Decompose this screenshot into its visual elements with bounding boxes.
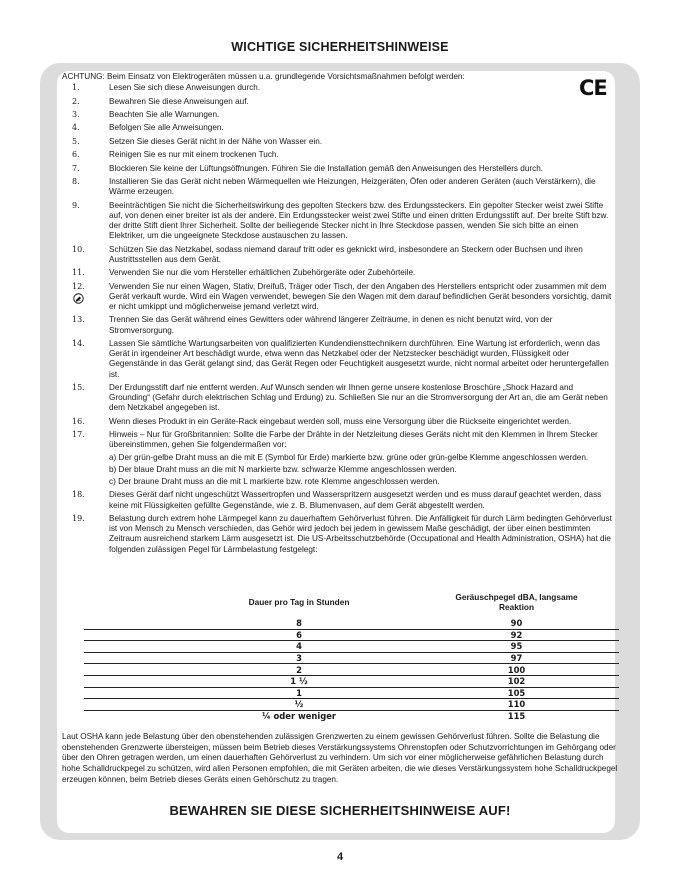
safety-content bbox=[62, 72, 618, 558]
table-row: 1 ½ 102 bbox=[84, 675, 619, 687]
list-item: 13. Trennen Sie das Gerät während eines Gewitters oder während längerer Zeiträume, in denen es nicht benutzt wird, von der Stromversorgung. bbox=[72, 315, 553, 335]
table-header-row bbox=[84, 592, 619, 618]
cart-tipover-warning-icon bbox=[73, 293, 84, 304]
page-number: 4 bbox=[336, 851, 344, 863]
sub-item: a) Der grün-gelbe Draht muss an die mit E (Symbol für Erde) markierte bzw. grüne oder grün-gelbe Klemme angeschlossen werden. bbox=[109, 452, 589, 462]
list-item: 3. Beachten Sie alle Warnungen. bbox=[72, 109, 220, 119]
list-item: 19. Belastung durch extrem hohe Lärmpegel kann zu dauerhaftem Gehörverlust führen. Die Anfälligkeit für durch Lärm bedingten Gehörverlust ist von Mensch zu Mensch verschieden, das Gehör wird jedoch bei jedem in gewissem Maße geschädigt, der über einen bestimmten Zeitraum ausreichend starkem Lärm ausgesetzt ist. Die US-Arbeitsschutzbehörde (Occupational and Health Administration, OSHA) hat die folgenden zulässigen Pegel für Lärmbelastung festgelegt: bbox=[72, 513, 612, 554]
column-header-duration: Dauer pro Tag in Stunden bbox=[248, 597, 350, 607]
warning-text: ACHTUNG: Beim Einsatz von Elektrogeräten müssen u.a. grundlegende Vorsichtsmaßnahmen befolgt werden: bbox=[62, 72, 465, 81]
table-row: ¼ oder weniger 115 bbox=[261, 711, 526, 722]
list-item: 15. Der Erdungsstift darf nie entfernt werden. Auf Wunsch senden wir Ihnen gerne unsere kostenlose Broschüre „Shock Hazard and Grounding“ (Gefahr durch elektrischen Schlag und Erdung) zu. Schließen Sie nur an die Stromversorgung der Art an, die am Gerät neben dem Netzkabel angegeben ist. bbox=[72, 382, 608, 413]
list-item: 11. Verwenden Sie nur die vom Hersteller erhältlichen Zubehörgeräte oder Zubehörteile. bbox=[72, 268, 416, 278]
table-row: 6 92 bbox=[84, 629, 619, 641]
list-item: 6. Reinigen Sie es nur mit einem trockenen Tuch. bbox=[72, 150, 279, 160]
table-row: 1 105 bbox=[84, 687, 619, 699]
list-item: 8. Installieren Sie das Gerät nicht neben Wärmequellen wie Heizungen, Heizgeräten, Öfen oder anderen Geräten (auch Verstärkern), die Wärme erzeugen. bbox=[72, 176, 596, 197]
list-item: 1. Lesen Sie sich diese Anweisungen durch. bbox=[72, 83, 261, 93]
footer-title: BEWAHREN SIE DIESE SICHERHEITSHINWEISE AUF! bbox=[169, 803, 511, 818]
page-title: WICHTIGE SICHERHEITSHINWEISE bbox=[231, 40, 449, 54]
ce-mark-icon: CE bbox=[579, 76, 607, 100]
osha-closing-paragraph: Laut OSHA kann jede Belastung über den obenstehenden zulässigen Grenzwerten zu einem gewissen Gehörverlust führen. Sollte die Belastung die obenstehenden Grenzwerte übersteigen, müssen beim Betrieb dieses Verstärkungssystems Ohrenstopfen oder Schutzvorrichtungen im Gehörgang oder über den Ohren getragen werden, um einen dauerhaften Gehörverlust zu verhindern. Um sich vor einer möglicherweise gefährlichen Belastung durch hohe Schalldruckpegel zu schützen, wird allen Personen empfohlen, die mit Geräten arbeiten, die wie dieses Verstärkungssystem hohe Schalldruckpegel erzeugen können, beim Betrieb dieses Geräts einen Gehörschutz zu tragen. bbox=[62, 732, 618, 784]
list-item: 17. Hinweis – Nur für Großbritannien: Sollte die Farbe der Drähte in der Netzleitung dieses Geräts nicht mit den Klemmen in Ihrem Stecker übereinstimmen, gehen Sie folgendermaßen vor: a) Der grün-gelbe Draht muss an die mit E (Symbol für Erde) markierte bzw. grüne oder grün-gelbe Klemme angeschlossen werden. b) Der blaue Draht muss an die mit N markierte bzw. schwarze Klemme angeschlossen werden. c) Der braune Draht muss an die mit L markierte bzw. rote Klemme angeschlossen werden. bbox=[62, 430, 618, 487]
table-row: ½ 110 bbox=[84, 699, 619, 711]
list-item: 5. Setzen Sie dieses Gerät nicht in der Nähe von Wasser ein. bbox=[72, 136, 323, 146]
table-row: 4 95 bbox=[84, 641, 619, 653]
table-row: 2 100 bbox=[84, 664, 619, 676]
list-item: 12. Verwenden Sie nur einen Wagen, Stativ, Dreifuß, Träger oder Tisch, der den Angaben des Herstellers entspricht oder zusammen mit dem Gerät verkauft wurde. Wird ein Wagen verwendet, bewegen Sie den Wagen mit dem darauf befindlichen Gerät besonders vorsichtig, damit er nicht umkippt und möglicherweise jemand verletzt wird. bbox=[72, 281, 612, 311]
list-item: 14. Lassen Sie sämtliche Wartungsarbeiten von qualifizierten Kundendiensttechnikern durchführen. Eine Wartung ist erforderlich, wenn das Gerät in irgendeiner Art beschädigt wurde, etwa wenn das Netzkabel oder der Netzstecker beschädigt wurden, Flüssigkeit oder Gegenstände in das Gerät gelangt sind, das Gerät Regen oder Feuchtigkeit ausgesetzt wurde, nicht normal arbeitet oder heruntergefallen ist. bbox=[72, 338, 609, 379]
list-item: 10. Schützen Sie das Netzkabel, sodass niemand darauf tritt oder es geknickt wird, insbesondere an Steckern oder Buchsen und ihren Austrittsstellen aus dem Gerät. bbox=[72, 244, 583, 264]
list-item: 16. Wenn dieses Produkt in ein Geräte-Rack eingebaut werden soll, muss eine Versorgung über die Rückseite eingerichtet werden. bbox=[72, 416, 572, 426]
list-item: 9. Beeinträchtigen Sie nicht die Sicherheitswirkung des gepolten Steckers bzw. des Erdungssteckers. Ein gepolter Stecker weist zwei Stifte auf, von denen einer breiter ist als der andere. Ein Erdungsstecker weist zwei Stifte und einen dritten Erdungsstift auf. Der breite Stift bzw. der dritte Stift dient Ihrer Sicherheit. Sollte der beiliegende Stecker nicht in Ihre Steckdose passen, wenden Sie sich bitte an einen Elektriker, um die ungeeignete Steckdose austauschen zu lassen. bbox=[72, 200, 609, 241]
list-item: 18. Dieses Gerät darf nicht ungeschützt Wassertropfen und Wasserspritzern ausgesetzt werden und es muss darauf geachtet werden, dass keine mit Flüssigkeiten gefüllte Gegenstände, wie z. B. Blumenvasen, auf dem Gerät abgestellt werden. bbox=[72, 490, 602, 510]
table-row: 8 90 bbox=[84, 618, 619, 629]
list-item: 7. Blockieren Sie keine der Lüftungsöffnungen. Führen Sie die Installation gemäß den Anweisungen des Herstellers durch. bbox=[72, 163, 544, 173]
list-item: 4. Befolgen Sie alle Anweisungen. bbox=[72, 123, 224, 133]
instruction-list bbox=[62, 83, 618, 555]
list-item: 2. Bewahren Sie diese Anweisungen auf. bbox=[72, 96, 249, 106]
sub-item: b) Der blaue Draht muss an die mit N markierte bzw. schwarze Klemme angeschlossen werden. bbox=[109, 464, 457, 474]
sub-item: c) Der braune Draht muss an die mit L markierte bzw. rote Klemme angeschlossen werden. bbox=[109, 476, 440, 486]
column-header-level: Geräuschpegel dBA, langsame Reaktion bbox=[455, 592, 578, 612]
noise-exposure-table bbox=[84, 592, 619, 721]
table-row: 3 97 bbox=[84, 652, 619, 664]
